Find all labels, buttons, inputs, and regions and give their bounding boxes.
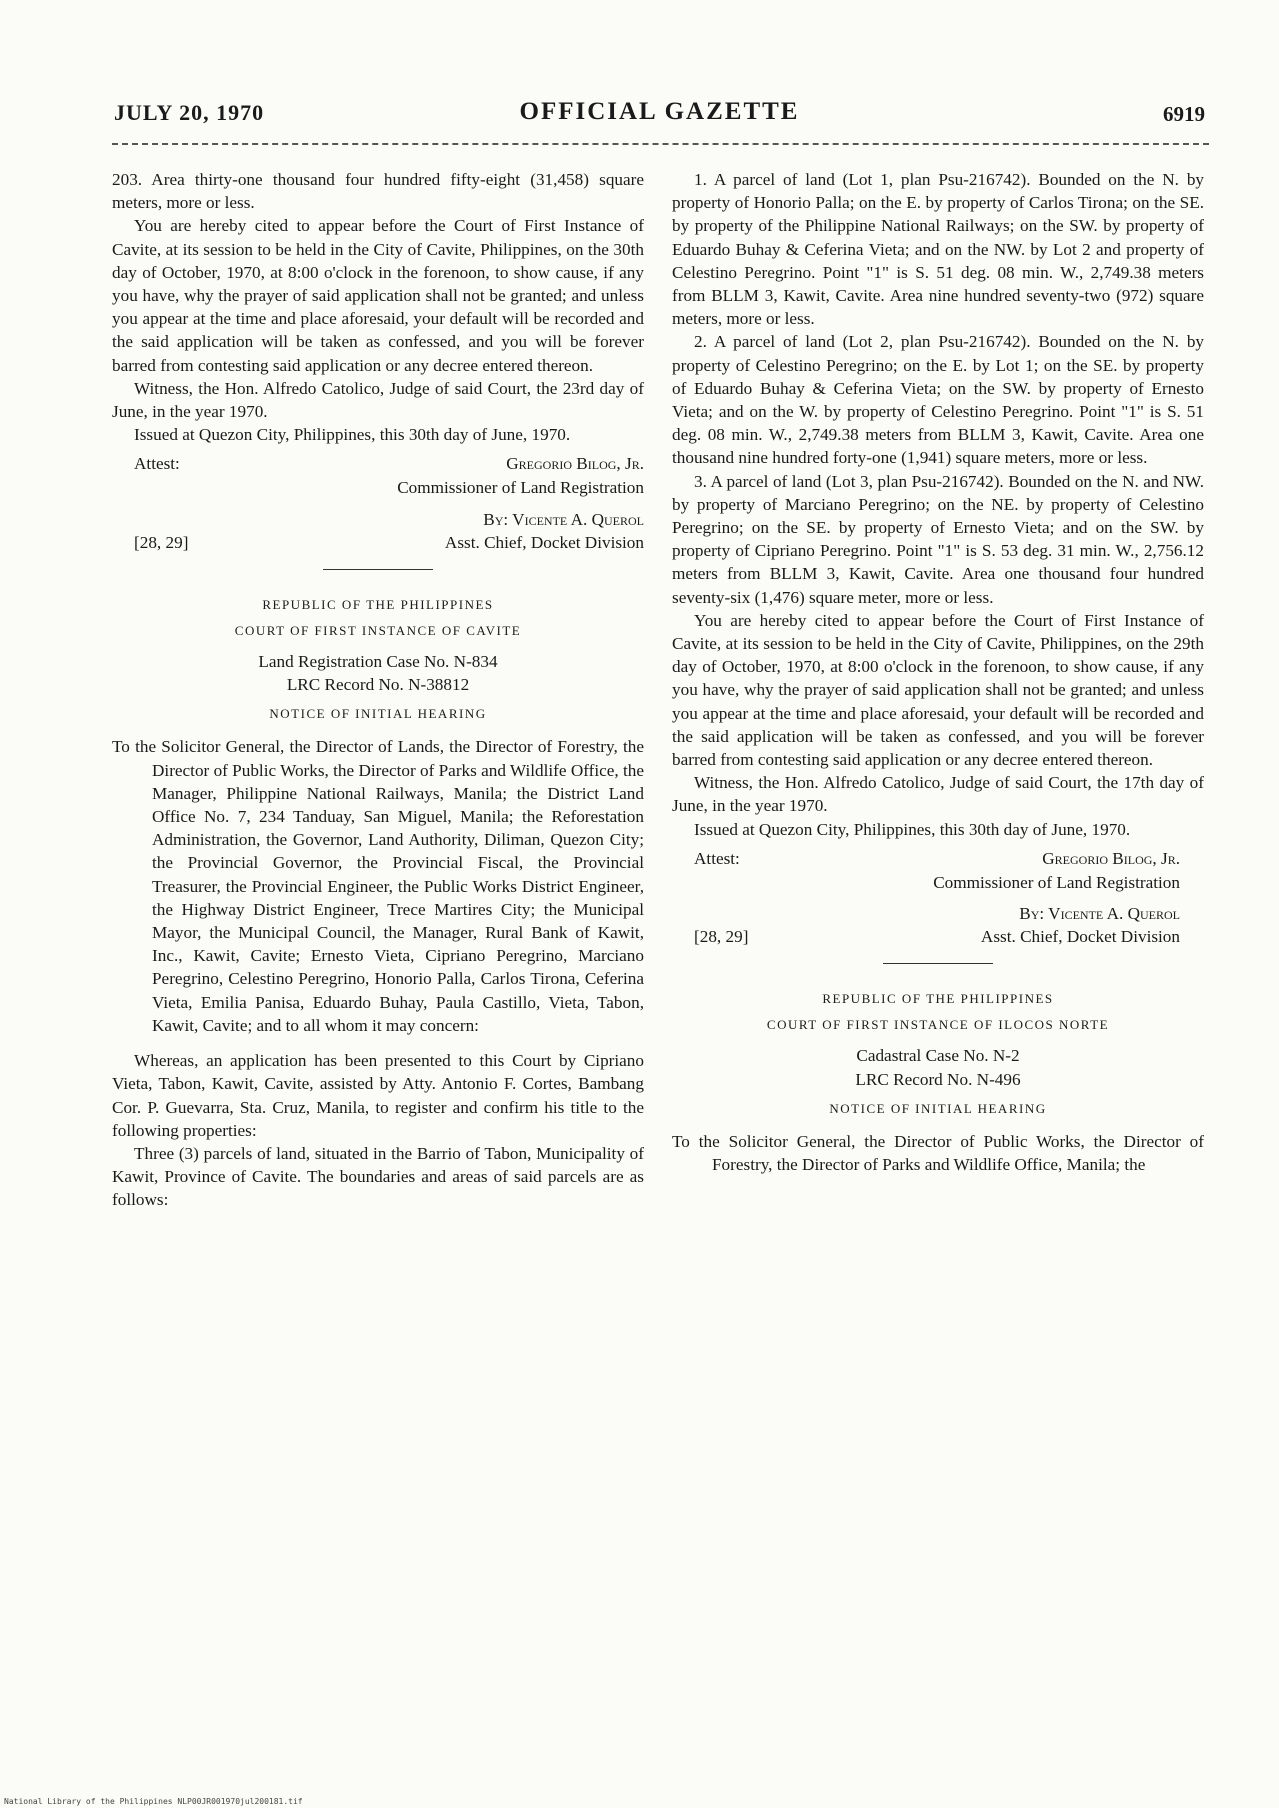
notice-heading: NOTICE OF INITIAL HEARING (269, 706, 487, 722)
lot-area-paragraph: 203. Area thirty-one thousand four hundred fifty-eight (31,458) square meters, more or less. (112, 170, 644, 213)
commissioner-name: Gregorio Bilog, Jr. (506, 454, 644, 474)
issued-paragraph: Issued at Quezon City, Philippines, this 30th day of June, 1970. (134, 425, 571, 445)
attest-label: Attest: (694, 848, 740, 868)
lot-1-paragraph: 1. A parcel of land (Lot 1, plan Psu-216742). Bounded on the N. by property of Honorio Palla; on the E. by property of Carlos Tirona; on the SE. by property of the Philippine National Railways; on the SW. by property of Eduardo Buhay & Ceferina Vieta; and on the NW. by Lot 2 and property of Celestino Peregrino. Point "1" is S. 51 deg. 08 min. W., 2,749.38 meters from BLLM 3, Kawit, Cavite. Area nine hundred seventy-two (972) square meters, more or less. (672, 170, 1204, 329)
page-header (114, 96, 1205, 136)
republic-heading: REPUBLIC OF THE PHILIPPINES (822, 991, 1054, 1007)
by-signer: By: Vicente A. Querol (483, 509, 644, 529)
witness-paragraph: Witness, the Hon. Alfredo Catolico, Judge of said Court, the 17th day of June, in the year 1970. (672, 773, 1204, 816)
case-number: Cadastral Case No. N-2 (856, 1046, 1020, 1066)
court-heading: COURT OF FIRST INSTANCE OF ILOCOS NORTE (766, 1017, 1110, 1033)
attest-row (672, 847, 1204, 871)
right-column (672, 168, 1204, 1188)
issue-date: JULY 20, 1970 (114, 100, 265, 125)
section-divider (883, 963, 993, 964)
attest-label: Attest: (134, 454, 180, 474)
signer-row (672, 925, 1204, 949)
witness-paragraph: Witness, the Hon. Alfredo Catolico, Judge of said Court, the 23rd day of June, in the year 1970. (112, 378, 644, 422)
notice-heading: NOTICE OF INITIAL HEARING (829, 1100, 1047, 1116)
lot-2-paragraph: 2. A parcel of land (Lot 2, plan Psu-216742). Bounded on the N. by property of Celestino Peregrino; on the E. by Lot 1; on the SE. by property of Eduardo Buhay & Ceferina Vieta; on the SW. by property of Ernesto Vieta; and on the W. by property of Celestino Peregrino. Point "1" is S. 51 deg. 08 min. W., 2,749.38 meters from BLLM 3, Kawit, Cavite. Area one thousand nine hundred forty-one (1,941) square meters, more or less. (672, 332, 1204, 468)
commissioner-title: Commissioner of Land Registration (933, 872, 1180, 892)
publication-title: OFFICIAL GAZETTE (519, 98, 800, 125)
citation-paragraph: You are hereby cited to appear before the Court of First Instance of Cavite, at its session to be held in the City of Cavite, Philippines, on the 29th day of October, 1970, at 8:00 o'clock in the forenoon, to show cause, if any you have, why the prayer of said application shall not be granted; and unless you appear at the time and place aforesaid, your default will be recorded and the said application will be taken as confessed, and you will be forever barred from contesting said application or any decree entered thereon. (672, 610, 1204, 770)
court-heading: COURT OF FIRST INSTANCE OF CAVITE (234, 622, 522, 638)
signer-row (112, 531, 644, 555)
commissioner-name: Gregorio Bilog, Jr. (1042, 848, 1180, 868)
commissioner-title: Commissioner of Land Registration (397, 478, 644, 498)
by-signer: By: Vicente A. Querol (1019, 904, 1180, 924)
page-number: 6919 (1163, 102, 1205, 126)
case-number: Land Registration Case No. N-834 (258, 651, 498, 671)
header-rule (112, 143, 1209, 145)
record-number: LRC Record No. N-496 (855, 1069, 1021, 1089)
section-divider (323, 569, 433, 570)
issued-paragraph: Issued at Quezon City, Philippines, this 30th day of June, 1970. (694, 819, 1131, 839)
attest-row (112, 452, 644, 476)
record-number: LRC Record No. N-38812 (286, 675, 470, 695)
addressees-paragraph: To the Solicitor General, the Director of Lands, the Director of Forestry, the Director of Public Works, the Director of Parks and Wildlife Office, the Manager, Philippine National Railways, Manila; the District Land Office No. 7, 234 Tanduay, San Miguel, Manila; the Reforestation Administration, the Governor, Land Authority, Diliman, Quezon City; the Provincial Governor, the Provincial Fiscal, the Provincial Treasurer, the Provincial Engineer, the Public Works District Engineer, the Highway District Engineer, Trece Martires City; the Municipal Mayor, the Municipal Council, the Manager, Rural Bank of Kawit, Inc., Kawit, Cavite; Ernesto Vieta, Cipriano Peregrino, Marciano Peregrino, Celestino Peregrino, Honorio Palla, Carlos Tirona, Ceferina Vieta, Emilia Panisa, Eduardo Buhay, Paula Castillo, Vieta, Tabon, Kawit, Cavite; and to all whom it may concern: (112, 737, 644, 1035)
left-column (112, 168, 644, 1212)
signer-title: Asst. Chief, Docket Division (444, 532, 644, 552)
scan-footer: National Library of the Philippines NLP00JR001970jul200181.tif (4, 1797, 303, 1806)
whereas-paragraph: Whereas, an application has been presented to this Court by Cipriano Vieta, Tabon, Kawit, Cavite, assisted by Atty. Antonio F. Cortes, Bambang Cor. P. Guevarra, Sta. Cruz, Manila, to register and confirm his title to the following properties: (112, 1051, 644, 1140)
lot-3-paragraph: 3. A parcel of land (Lot 3, plan Psu-216742). Bounded on the N. and NW. by property of Marciano Peregrino; on the NE. by property of Celestino Peregrino; on the SE. by property of Ernesto Vieta; and on the SW. by property of Cipriano Peregrino. Point "1" is S. 53 deg. 31 min. W., 2,756.12 meters from BLLM 3, Kawit, Cavite. Area one thousand four hundred seventy-six (1,476) square meter, more or less. (672, 471, 1204, 607)
parcels-paragraph: Three (3) parcels of land, situated in the Barrio of Tabon, Municipality of Kawit, Province of Cavite. The boundaries and areas of said parcels are as follows: (112, 1143, 644, 1210)
issue-reference: [28, 29] (694, 927, 749, 947)
signer-title: Asst. Chief, Docket Division (980, 927, 1180, 947)
citation-paragraph: You are hereby cited to appear before the Court of First Instance of Cavite, at its session to be held in the City of Cavite, Philippines, on the 30th day of October, 1970, at 8:00 o'clock in the forenoon, to show cause, if any you have, why the prayer of said application shall not be granted; and unless you appear at the time and place aforesaid, your default will be recorded and the said application will be taken as confessed, and you will be forever barred from contesting said application or any decree entered thereon. (112, 216, 644, 375)
republic-heading: REPUBLIC OF THE PHILIPPINES (262, 596, 494, 612)
addressees-paragraph: To the Solicitor General, the Director of Public Works, the Director of Forestry, the Director of Parks and Wildlife Office, Manila; the (672, 1131, 1204, 1175)
issue-reference: [28, 29] (134, 532, 189, 552)
